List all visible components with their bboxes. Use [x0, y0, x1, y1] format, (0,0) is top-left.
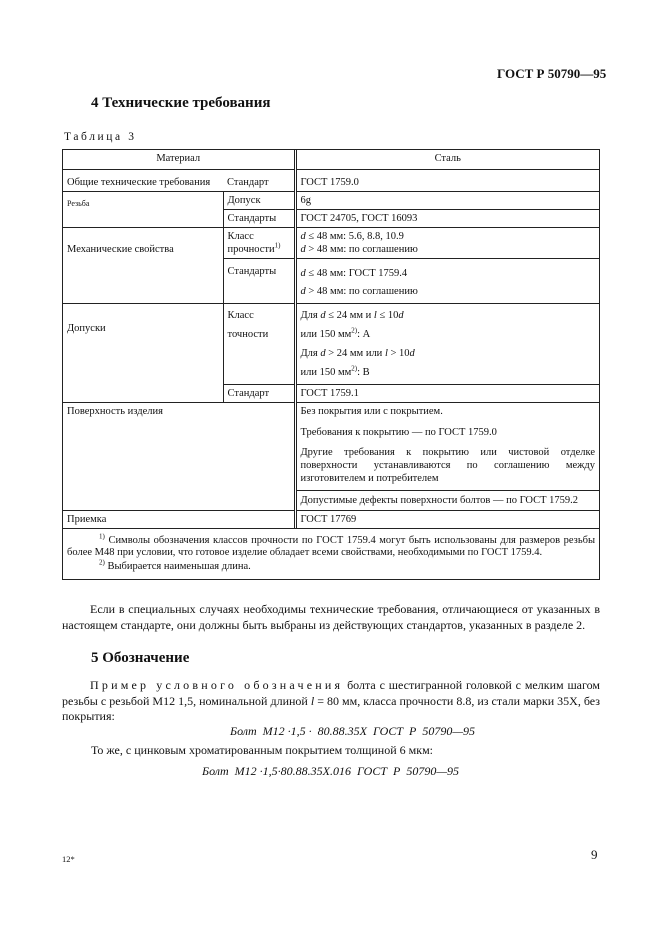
header-material: Материал: [63, 150, 295, 170]
tol-class-sub: Класс точности: [223, 304, 295, 385]
note-2: $^{2)}$ Выбирается наименьшая длина.: [99, 558, 251, 572]
document-code: ГОСТ Р 50790—95: [497, 66, 607, 81]
page-number: 9: [591, 847, 598, 862]
requirements-table: [62, 149, 600, 580]
thread-standards-value: ГОСТ 24705, ГОСТ 16093: [295, 210, 599, 228]
mech-class-value: d ≤ 48 мм: 5.6, 8.8, 10.9 d > 48 мм: по соглашению: [295, 228, 599, 259]
mech-std-sub: Стандарты: [223, 259, 295, 304]
section-4-title: 4 Технические требования: [91, 95, 271, 111]
general-value: ГОСТ 1759.0: [295, 170, 599, 192]
requirements-paragraph: Если в специальных случаях необходимы технические требования, отличающиеся от указанных в настоящем стандарте, они должны быть выбраны из действующих стандартов, указанных в разделе 2.: [62, 602, 600, 632]
mech-class-sub: Класс прочности$^{1)}$: [223, 228, 295, 259]
thread-tolerance-sub: Допуск: [223, 192, 295, 210]
designation-example-1: Болт М12 ·1,5 · 80.88.35Х ГОСТ Р 50790—95: [230, 724, 476, 738]
tol-class-value: Для d ≤ 24 мм и l ≤ 10d или 150 $мм^{2)}$: А Для d > 24 мм или l > 10d или 150 $мм^{2)}$: В: [295, 304, 599, 385]
same-coating-text: То же, с цинковым хроматированным покрытием толщиной 6 мкм:: [91, 743, 433, 757]
mech-label: Механические свойства: [63, 228, 223, 304]
accept-label: Приемка: [63, 511, 295, 529]
tol-std-value: ГОСТ 1759.1: [295, 385, 599, 403]
general-sub: Стандарт: [223, 170, 295, 192]
thread-tolerance-value: 6g: [295, 192, 599, 210]
section-5-title: 5 Обозначение: [91, 650, 190, 666]
thread-standards-sub: Стандарты: [223, 210, 295, 228]
thread-label: Резьба: [63, 192, 223, 228]
header-steel: Сталь: [295, 150, 599, 170]
footer-mark: 12*: [62, 854, 75, 864]
table-notes: [63, 528, 599, 579]
note-1: $^{1)}$ Символы обозначения классов прочности по ГОСТ 1759.4 могут быть использованы для размеров резьбы более М48 при условии, что готовое изделие обладает всеми свойствами, необходимыми по ГОСТ 1759.4.: [67, 532, 596, 558]
tol-label: Допуски: [63, 304, 223, 403]
accept-value: ГОСТ 17769: [295, 511, 599, 529]
surface-label: Поверхность изделия: [63, 403, 295, 511]
tol-std-sub: Стандарт: [223, 385, 295, 403]
mech-std-value: d ≤ 48 мм: ГОСТ 1759.4 d > 48 мм: по соглашению: [295, 259, 599, 304]
general-label: Общие технические требования: [63, 170, 223, 192]
table-caption: Таблица 3: [64, 131, 137, 143]
example-paragraph: Пример условного обозначения болта с шестигранной головкой с мелким шагом резьбы с резьбой М12 1,5, номинальной длиной l = 80 мм, класса прочности 8.8, из стали марки 35Х, без покрытия:: [62, 678, 601, 723]
designation-example-2: Болт М12 ·1,5·80.88.35Х.016 ГОСТ Р 50790—95: [202, 764, 460, 778]
surface-value: Без покрытия или с покрытием. Требования к покрытию — по ГОСТ 1759.0 Другие требования к покрытию или чистовой отделке поверхности устанавливаются по соглашению между изготовителем и потребителем Допустимые дефекты поверхности болтов — по ГОСТ 1759.2: [295, 403, 599, 511]
